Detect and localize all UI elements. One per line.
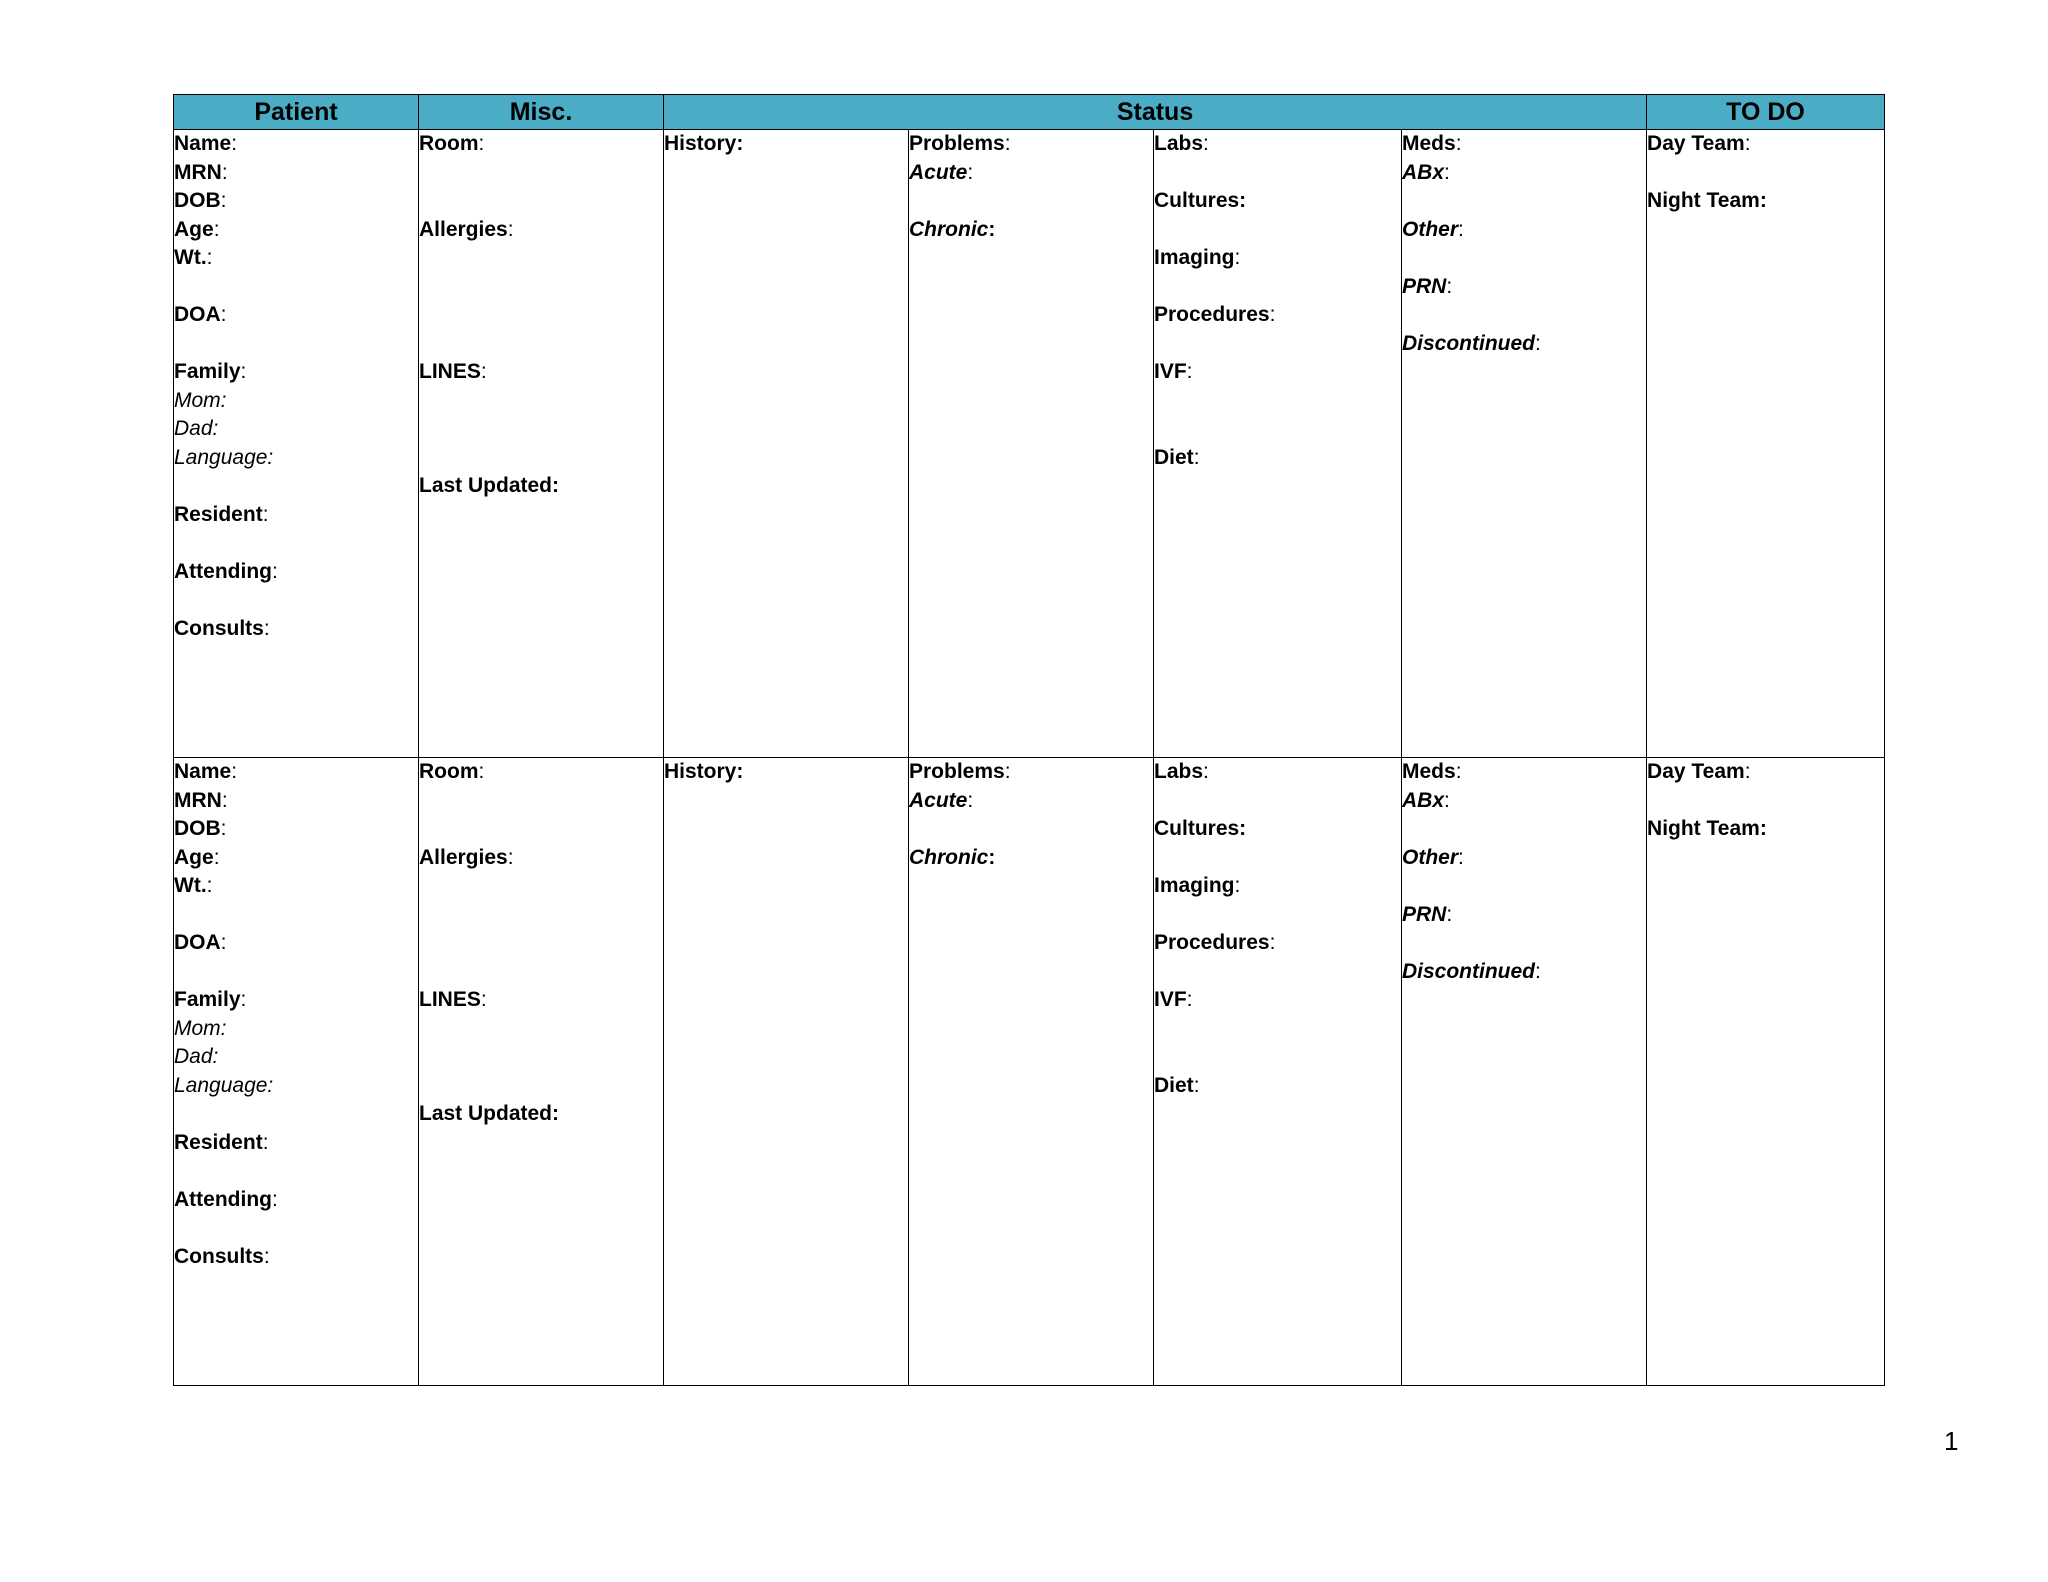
spacer [1402,872,1646,901]
lines-line: LINES: [419,988,487,1011]
age-label: Age [174,217,214,241]
night-team-label: Night Team: [1647,189,1767,212]
room-line: Room: [419,132,485,155]
weight-line: Wt.: [174,874,213,897]
acute-line: Acute: [909,788,974,812]
chronic-line: Chronic: [909,217,996,241]
cultures-label: Cultures: [1154,189,1247,212]
spacer [174,1100,418,1129]
spacer [174,1214,418,1243]
procedures-label: Procedures [1154,303,1270,326]
spacer [1154,901,1401,930]
other-label: Other [1402,217,1459,241]
ivf-label: IVF [1154,988,1187,1011]
problems-line: Problems: [909,760,1011,783]
spacer [1647,787,1884,816]
day-team-label: Day Team [1647,760,1745,783]
spacer [419,444,663,473]
family-line: Family: [174,988,247,1011]
mrn-line: MRN: [174,160,228,184]
allergies-line: Allergies: [419,217,514,241]
patient-signout-table [173,94,1885,1386]
mom-label: Mom: [174,388,227,412]
header-patient: Patient [174,95,419,130]
spacer [1647,159,1884,188]
spacer [1154,273,1401,302]
mom-label: Mom: [174,1016,227,1040]
spacer [1154,844,1401,873]
spacer [419,1043,663,1072]
family-label: Family [174,988,241,1011]
weight-label: Wt. [174,874,207,897]
abx-label: ABx [1402,788,1445,812]
spacer [1154,387,1401,416]
night-team-label: Night Team: [1647,817,1767,840]
labs-line: Labs: [1154,760,1209,783]
consults-label: Consults [174,616,264,640]
header-row [174,95,1885,130]
family-line: Family: [174,360,247,383]
labs-label: Labs [1154,760,1204,783]
dad-label: Dad: [174,1045,219,1068]
prn-line: PRN: [1402,902,1453,926]
todo-cell[interactable] [1647,758,1885,1386]
doa-label: DOA [174,931,221,954]
labs-label: Labs [1154,132,1204,155]
consults-line: Consults: [174,1244,270,1268]
resident-line: Resident: [174,502,269,526]
dob-line: DOB: [174,817,227,840]
prn-label: PRN [1402,902,1447,926]
lines-label: LINES [419,360,481,383]
age-line: Age: [174,217,220,241]
ivf-line: IVF: [1154,988,1193,1011]
consults-line: Consults: [174,616,270,640]
meds-cell[interactable] [1402,130,1647,758]
imaging-line: Imaging: [1154,874,1241,897]
resident-label: Resident [174,502,263,526]
other-label: Other [1402,845,1459,869]
allergies-label: Allergies [419,217,508,241]
spacer [419,958,663,987]
header-status: Status [664,95,1647,130]
discontinued-label: Discontinued [1402,331,1536,355]
spacer [419,330,663,359]
lines-label: LINES [419,988,481,1011]
ivf-line: IVF: [1154,360,1193,383]
room-line: Room: [419,760,485,783]
spacer [419,815,663,844]
spacer [909,187,1153,216]
diet-label: Diet [1154,445,1194,469]
spacer [1154,216,1401,245]
misc-cell[interactable] [419,758,664,1386]
spacer [419,187,663,216]
diet-label: Diet [1154,1073,1194,1097]
name-label: Name [174,132,232,155]
spacer [174,958,418,987]
weight-label: Wt. [174,246,207,269]
spacer [174,529,418,558]
dob-line: DOB: [174,189,227,212]
spacer [174,330,418,359]
last-updated-label: Last Updated: [419,474,560,497]
todo-cell[interactable] [1647,130,1885,758]
day-team-label: Day Team [1647,132,1745,155]
mrn-label: MRN [174,788,222,812]
spacer [419,1072,663,1101]
dad-label: Dad: [174,417,219,440]
spacer [174,472,418,501]
problems-line: Problems: [909,132,1011,155]
spacer [1402,187,1646,216]
procedures-line: Procedures: [1154,303,1276,326]
abx-label: ABx [1402,160,1445,184]
page-number: 1 [1944,1426,1959,1456]
patient-cell[interactable] [174,758,419,1386]
name-line: Name: [174,132,238,155]
attending-label: Attending [174,1187,272,1211]
day-team-line: Day Team: [1647,760,1751,783]
spacer [174,1157,418,1186]
prn-label: PRN [1402,274,1447,298]
header-todo: TO DO [1647,95,1885,130]
problems-label: Problems [909,132,1005,155]
procedures-line: Procedures: [1154,931,1276,954]
other-line: Other: [1402,217,1464,241]
spacer [1154,1043,1401,1072]
cultures-label: Cultures: [1154,817,1247,840]
language-label: Language: [174,1073,274,1097]
history-cell[interactable] [664,130,909,758]
meds-label: Meds [1402,132,1456,155]
chronic-label: Chronic [909,217,989,241]
spacer [419,901,663,930]
spacer [909,815,1153,844]
doa-line: DOA: [174,303,227,326]
problems-label: Problems [909,760,1005,783]
patient-cell[interactable] [174,130,419,758]
problems-cell[interactable] [909,130,1154,758]
discontinued-line: Discontinued: [1402,331,1541,355]
allergies-line: Allergies: [419,845,514,869]
spacer [174,273,418,302]
patient-row [174,758,1885,1386]
mrn-line: MRN: [174,788,228,812]
attending-line: Attending: [174,559,278,583]
spacer [174,901,418,930]
chronic-label: Chronic [909,845,989,869]
day-team-line: Day Team: [1647,132,1751,155]
spacer [1154,415,1401,444]
spacer [1402,244,1646,273]
name-line: Name: [174,760,238,783]
spacer [1154,787,1401,816]
dob-label: DOB [174,189,221,212]
abx-line: ABx: [1402,788,1450,812]
acute-line: Acute: [909,160,974,184]
spacer [419,159,663,188]
language-label: Language: [174,445,274,469]
acute-label: Acute [909,160,968,184]
misc-cell[interactable] [419,130,664,758]
room-label: Room [419,760,479,783]
abx-line: ABx: [1402,160,1450,184]
dob-label: DOB [174,817,221,840]
family-label: Family [174,360,241,383]
spacer [419,415,663,444]
lines-line: LINES: [419,360,487,383]
last-updated-label: Last Updated: [419,1102,560,1125]
chronic-line: Chronic: [909,845,996,869]
spacer [419,301,663,330]
ivf-label: IVF [1154,360,1187,383]
room-label: Room [419,132,479,155]
imaging-label: Imaging [1154,874,1235,897]
attending-line: Attending: [174,1187,278,1211]
mrn-label: MRN [174,160,222,184]
history-label: History: [664,760,744,783]
spacer [419,387,663,416]
spacer [1402,929,1646,958]
spacer [419,787,663,816]
allergies-label: Allergies [419,845,508,869]
problems-cell[interactable] [909,758,1154,1386]
patient-row [174,130,1885,758]
spacer [419,929,663,958]
consults-label: Consults [174,1244,264,1268]
doa-label: DOA [174,303,221,326]
spacer [1154,1015,1401,1044]
attending-label: Attending [174,559,272,583]
spacer [1154,330,1401,359]
meds-line: Meds: [1402,132,1462,155]
name-label: Name [174,760,232,783]
age-label: Age [174,845,214,869]
resident-label: Resident [174,1130,263,1154]
spacer [1402,815,1646,844]
diet-line: Diet: [1154,1073,1200,1097]
spacer [1402,301,1646,330]
other-line: Other: [1402,845,1464,869]
age-line: Age: [174,845,220,869]
spacer [419,1015,663,1044]
discontinued-label: Discontinued [1402,959,1536,983]
acute-label: Acute [909,788,968,812]
spacer [419,872,663,901]
labs-line: Labs: [1154,132,1209,155]
spacer [419,273,663,302]
procedures-label: Procedures [1154,931,1270,954]
spacer [1154,958,1401,987]
labs-cell[interactable] [1154,130,1402,758]
history-label: History: [664,132,744,155]
imaging-line: Imaging: [1154,246,1241,269]
diet-line: Diet: [1154,445,1200,469]
meds-line: Meds: [1402,760,1462,783]
discontinued-line: Discontinued: [1402,959,1541,983]
weight-line: Wt.: [174,246,213,269]
header-misc: Misc. [419,95,664,130]
spacer [1154,159,1401,188]
history-cell[interactable] [664,758,909,1386]
meds-label: Meds [1402,760,1456,783]
labs-cell[interactable] [1154,758,1402,1386]
resident-line: Resident: [174,1130,269,1154]
meds-cell[interactable] [1402,758,1647,1386]
spacer [174,586,418,615]
spacer [419,244,663,273]
prn-line: PRN: [1402,274,1453,298]
doa-line: DOA: [174,931,227,954]
imaging-label: Imaging [1154,246,1235,269]
